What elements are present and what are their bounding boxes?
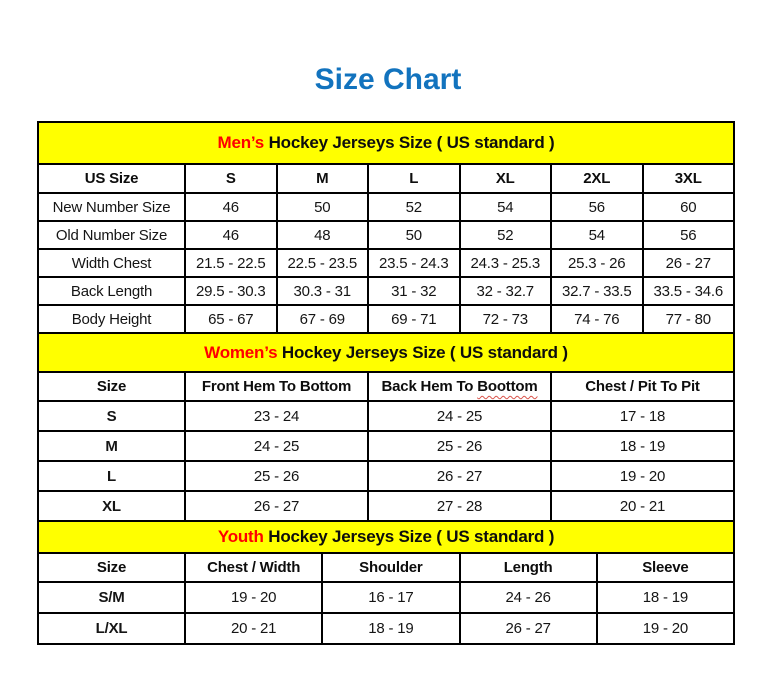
size-value-cell: 54 <box>551 221 643 249</box>
size-value-cell: 20 - 21 <box>551 491 734 521</box>
table-row <box>38 431 734 461</box>
row-label: New Number Size <box>38 193 185 221</box>
size-value-cell: 24 - 25 <box>368 401 551 431</box>
size-value-cell: 67 - 69 <box>277 305 369 333</box>
row-label: Body Height <box>38 305 185 333</box>
page-title: Size Chart <box>314 63 462 96</box>
row-label: Width Chest <box>38 249 185 277</box>
womens-band-row <box>38 333 734 372</box>
column-header: Shoulder <box>322 553 459 582</box>
size-value-cell: 52 <box>368 193 460 221</box>
size-value-cell: 33.5 - 34.6 <box>643 277 735 305</box>
womens-band-highlight: Women’s <box>204 342 278 362</box>
size-value-cell: 26 - 27 <box>368 461 551 491</box>
size-value-cell: 23.5 - 24.3 <box>368 249 460 277</box>
row-label: Back Length <box>38 277 185 305</box>
row-label: M <box>38 431 185 461</box>
size-value-cell: 30.3 - 31 <box>277 277 369 305</box>
column-header: L <box>368 164 460 193</box>
row-label: XL <box>38 491 185 521</box>
size-value-cell: 46 <box>185 193 277 221</box>
size-value-cell: 48 <box>277 221 369 249</box>
table-row <box>38 305 734 333</box>
size-value-cell: 54 <box>460 193 552 221</box>
column-header: XL <box>460 164 552 193</box>
womens-band-rest: Hockey Jerseys Size ( US standard ) <box>281 342 568 362</box>
size-value-cell: 74 - 76 <box>551 305 643 333</box>
size-value-cell: 23 - 24 <box>185 401 368 431</box>
mens-band-title <box>38 122 734 164</box>
column-header: 2XL <box>551 164 643 193</box>
table-row <box>38 461 734 491</box>
size-value-cell: 18 - 19 <box>597 582 734 613</box>
mens-header-row <box>38 164 734 193</box>
header-text: Back Hem To <box>381 378 474 395</box>
column-header: Sleeve <box>597 553 734 582</box>
size-value-cell: 72 - 73 <box>460 305 552 333</box>
column-header: 3XL <box>643 164 735 193</box>
youth-band-rest: Hockey Jerseys Size ( US standard ) <box>268 527 555 546</box>
size-value-cell: 19 - 20 <box>185 582 322 613</box>
size-value-cell: 25.3 - 26 <box>551 249 643 277</box>
size-value-cell: 19 - 20 <box>551 461 734 491</box>
column-header: Chest / Pit To Pit <box>551 372 734 401</box>
size-value-cell: 17 - 18 <box>551 401 734 431</box>
table-row <box>38 277 734 305</box>
mens-band-row <box>38 122 734 164</box>
size-value-cell: 26 - 27 <box>460 613 597 644</box>
size-value-cell: 60 <box>643 193 735 221</box>
table-row <box>38 193 734 221</box>
column-header: M <box>277 164 369 193</box>
size-value-cell: 24 - 25 <box>185 431 368 461</box>
youth-band-row <box>38 521 734 553</box>
size-value-cell: 50 <box>368 221 460 249</box>
size-value-cell: 25 - 26 <box>368 431 551 461</box>
size-value-cell: 20 - 21 <box>185 613 322 644</box>
mens-size-table <box>37 121 735 334</box>
size-value-cell: 32 - 32.7 <box>460 277 552 305</box>
size-value-cell: 26 - 27 <box>643 249 735 277</box>
table-row <box>38 491 734 521</box>
size-value-cell: 26 - 27 <box>185 491 368 521</box>
table-row <box>38 249 734 277</box>
womens-size-table <box>37 332 735 522</box>
youth-band-title <box>38 521 734 553</box>
column-header: Length <box>460 553 597 582</box>
size-value-cell: 69 - 71 <box>368 305 460 333</box>
size-value-cell: 56 <box>551 193 643 221</box>
size-value-cell: 27 - 28 <box>368 491 551 521</box>
size-value-cell: 24.3 - 25.3 <box>460 249 552 277</box>
size-value-cell: 22.5 - 23.5 <box>277 249 369 277</box>
size-value-cell: 29.5 - 30.3 <box>185 277 277 305</box>
size-chart-tables <box>37 121 735 645</box>
mens-band-highlight: Men’s <box>217 133 265 152</box>
column-header <box>368 372 551 401</box>
youth-size-table <box>37 520 735 645</box>
womens-band-title <box>38 333 734 372</box>
column-header: Front Hem To Bottom <box>185 372 368 401</box>
column-header: S <box>185 164 277 193</box>
row-label: Old Number Size <box>38 221 185 249</box>
table-row <box>38 401 734 431</box>
size-value-cell: 18 - 19 <box>551 431 734 461</box>
size-value-cell: 65 - 67 <box>185 305 277 333</box>
size-value-cell: 19 - 20 <box>597 613 734 644</box>
column-header: Size <box>38 372 185 401</box>
table-row <box>38 613 734 644</box>
size-value-cell: 32.7 - 33.5 <box>551 277 643 305</box>
size-value-cell: 52 <box>460 221 552 249</box>
womens-header-row <box>38 372 734 401</box>
youth-header-row <box>38 553 734 582</box>
mens-band-rest: Hockey Jerseys Size ( US standard ) <box>268 133 555 152</box>
size-value-cell: 56 <box>643 221 735 249</box>
header-typo-underlined: Boottom <box>477 378 538 395</box>
row-label: L/XL <box>38 613 185 644</box>
column-header: Size <box>38 553 185 582</box>
size-value-cell: 18 - 19 <box>322 613 459 644</box>
size-value-cell: 50 <box>277 193 369 221</box>
youth-band-highlight: Youth <box>217 527 264 546</box>
row-label: S <box>38 401 185 431</box>
size-value-cell: 46 <box>185 221 277 249</box>
size-value-cell: 24 - 26 <box>460 582 597 613</box>
column-header: US Size <box>38 164 185 193</box>
size-value-cell: 77 - 80 <box>643 305 735 333</box>
table-row <box>38 582 734 613</box>
column-header: Chest / Width <box>185 553 322 582</box>
table-row <box>38 221 734 249</box>
size-value-cell: 21.5 - 22.5 <box>185 249 277 277</box>
row-label: L <box>38 461 185 491</box>
row-label: S/M <box>38 582 185 613</box>
size-value-cell: 16 - 17 <box>322 582 459 613</box>
size-value-cell: 31 - 32 <box>368 277 460 305</box>
size-value-cell: 25 - 26 <box>185 461 368 491</box>
